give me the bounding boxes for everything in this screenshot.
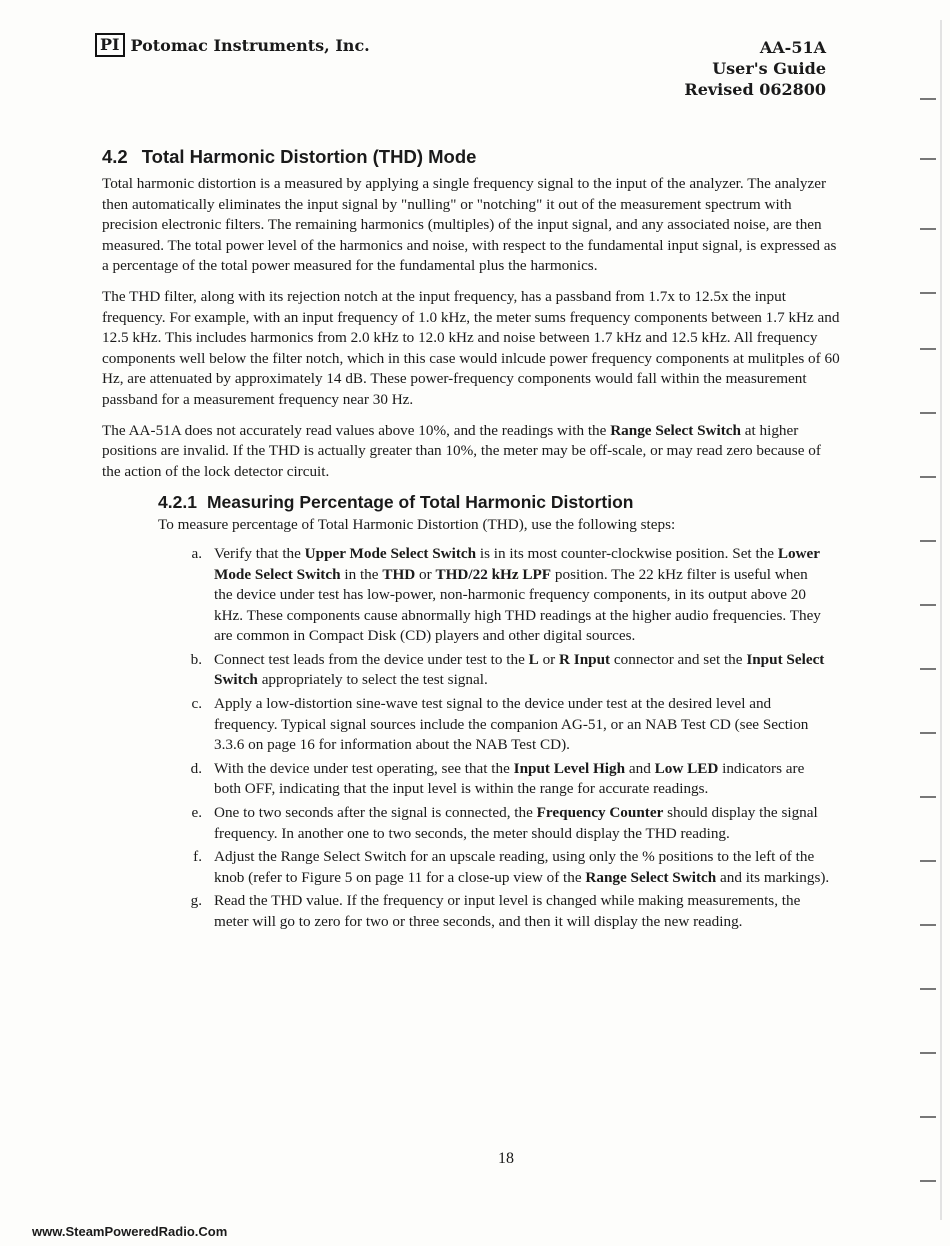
step-marker: e. <box>191 804 202 822</box>
page-number: 18 <box>498 1150 514 1167</box>
company-logo: PI <box>95 33 125 57</box>
step-marker: b. <box>190 650 202 668</box>
section-title: Total Harmonic Distortion (THD) Mode <box>141 146 477 167</box>
subsection-heading <box>158 492 842 513</box>
step-text: One to two seconds after the signal is connected, the Frequency Counter should display the signal frequency. In another one to two seconds, the meter should display the THD reading. <box>214 804 818 842</box>
steps-list <box>102 544 842 933</box>
document-header <box>684 37 826 100</box>
step-g <box>102 891 842 932</box>
subsection-number: 4.2.1 <box>158 492 197 513</box>
guide-title: User's Guide <box>712 59 826 78</box>
paragraph-2: The THD filter, along with its rejection notch at the input frequency, has a passband from 1.7x to 12.5x the input frequency. For example, with an input frequency of 1.0 kHz, the meter sums frequency components between 1.7 kHz and 12.5 kHz. This includes harmonics from 2.0 kHz to 12.0 kHz and noise between 1.7 kHz and 12.5 kHz. All frequency components well below the filter notch, which in this case would inlcude power frequency components at mulitples of 60 Hz, are attenuated by approximately 14 dB. These power-frequency components would fall within the measurement passband for a measurement frequency near 30 Hz. <box>102 287 840 408</box>
step-text: Adjust the Range Select Switch for an upscale reading, using only the % positions to the left of the knob (refer to Figure 5 on page 11 for a close-up view of the Range Select Switch and its markings). <box>214 848 830 886</box>
step-text: With the device under test operating, see that the Input Level High and Low LED indicators are both OFF, indicating that the input level is within the range for accurate readings. <box>214 759 805 798</box>
step-b <box>102 650 842 691</box>
section-heading <box>102 146 842 168</box>
revision: Revised 062800 <box>684 80 826 99</box>
step-text: Apply a low-distortion sine-wave test signal to the device under test at the desired level and frequency. Typical signal sources include the companion AG-51, or an NAB Test CD (see Section 3.3.6 on page 16 for information about the NAB Test CD). <box>214 695 809 754</box>
step-d <box>102 759 842 800</box>
step-text: Connect test leads from the device under test to the L or R Input connector and set the Input Select Switch appropriately to select the test signal. <box>214 650 825 689</box>
step-marker: c. <box>191 695 202 713</box>
step-marker: f. <box>193 848 202 866</box>
step-text: Verify that the Upper Mode Select Switch is in its most counter-clockwise position. Set the Lower Mode Select Switch in the THD or THD/22 kHz LPF position. The 22 kHz filter is useful when the device under test has low-power, non-harmonic frequency components, in its output above 20 kHz. These components cause abnormally high THD readings at the higher audio frequencies. They are common in Compact Disk (CD) players and other digital sources. <box>214 544 821 645</box>
footer-url: www.SteamPoweredRadio.Com <box>32 1224 228 1239</box>
scan-edge-tab-marks <box>910 0 950 1246</box>
step-c <box>102 694 842 756</box>
subsection-title: Measuring Percentage of Total Harmonic Distortion <box>206 492 634 513</box>
section-number: 4.2 <box>102 146 128 167</box>
company-header <box>95 33 370 57</box>
paragraph-3: The AA-51A does not accurately read values above 10%, and the readings with the Range Select Switch at higher positions are invalid. If the THD is actually greater than 10%, the meter may be off-scale, or may read zero because of the action of the lock detector circuit. <box>102 421 821 480</box>
step-e <box>102 803 842 844</box>
model-number: AA-51A <box>759 38 826 57</box>
step-text: Read the THD value. If the frequency or input level is changed while making measurements, the meter will go to zero for two or three seconds, and then it will display the new reading. <box>214 892 801 930</box>
paragraph-1: Total harmonic distortion is a measured by applying a single frequency signal to the input of the analyzer. The analyzer then automatically eliminates the input signal by "nulling" or "notching" it out of the measurement spectrum with precision electronic filters. The remaining harmonics (multiples) of the input signal, and any associated noise, are then measured. The total power level of the harmonics and noise, with respect to the fundamental input signal, is expressed as a percentage of the total power measured for the fundamental plus the harmonics. <box>102 175 837 275</box>
step-marker: a. <box>191 544 202 562</box>
step-marker: g. <box>190 892 202 910</box>
company-name: Potomac Instruments, Inc. <box>130 35 370 55</box>
main-content <box>102 146 842 936</box>
step-f <box>102 847 842 888</box>
step-a <box>102 544 842 647</box>
steps-intro: To measure percentage of Total Harmonic Distortion (THD), use the following steps: <box>158 516 676 534</box>
step-marker: d. <box>190 759 202 777</box>
